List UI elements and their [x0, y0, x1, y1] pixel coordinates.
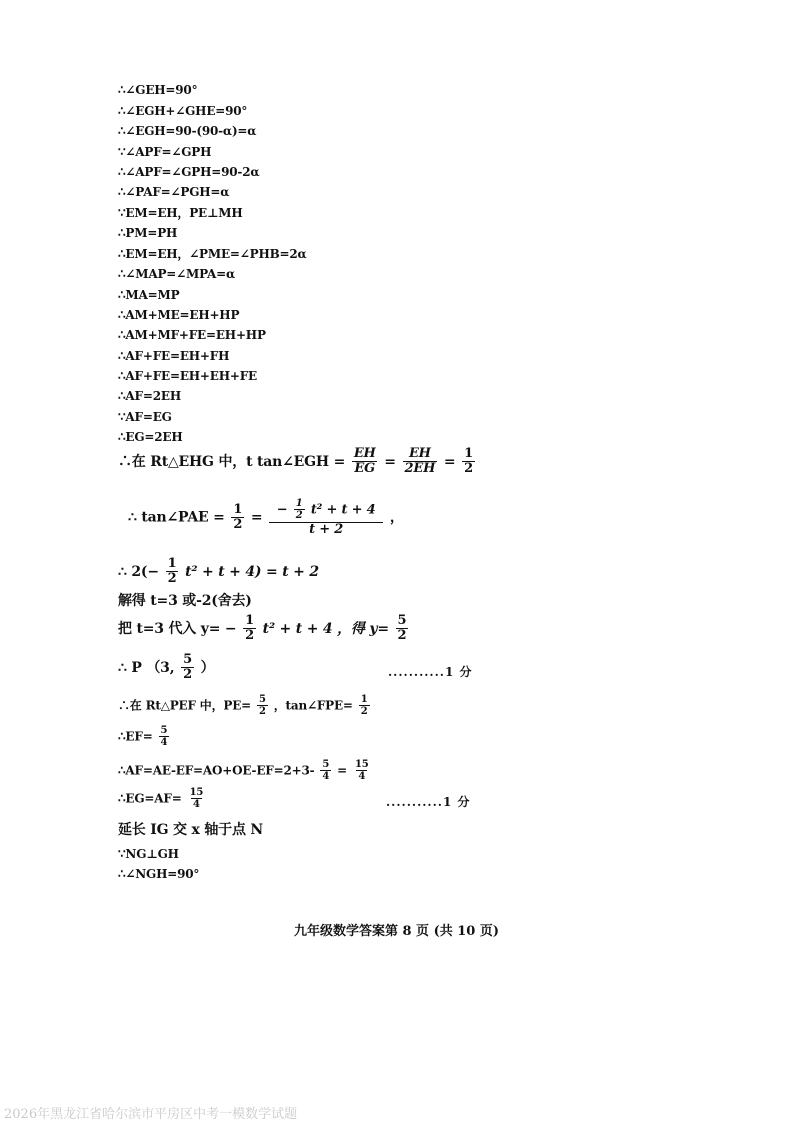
fraction: $\frac{15}{4}$	[189, 787, 204, 810]
ef-line: ∴EF= $\frac{5}{4}$	[118, 725, 168, 748]
proof-line: ∴AF=2EH	[118, 389, 181, 403]
point-p-line: ∴ P （3, $\frac{5}{2}$ ）	[118, 652, 215, 683]
proof-line: ∴∠NGH=90°	[118, 867, 200, 881]
proof-line: ∴PM=PH	[118, 226, 178, 240]
compound-fraction: − $\frac{1}{2}$ t² + t + 4 t + 2	[269, 498, 383, 537]
proof-line: ∴AF+FE=EH+FH	[118, 349, 230, 363]
fraction: $\frac{1}{2}$	[167, 556, 177, 587]
extend-line: 延长 IG 交 x 轴于点 N	[118, 822, 264, 838]
proof-line: ∴EG=2EH	[118, 430, 183, 444]
proof-line: ∴EM=EH，∠PME=∠PHB=2α	[118, 247, 307, 261]
proof-line: ∴MA=MP	[118, 288, 180, 302]
fraction: $\frac{1}{2}$	[233, 501, 243, 532]
fraction: $\frac{1}{2}$	[464, 446, 473, 477]
solve-line: 解得 t=3 或-2(舍去)	[118, 593, 252, 609]
proof-line: ∵NG⊥GH	[118, 847, 179, 861]
fraction: $\frac{1}{2}$	[295, 498, 303, 521]
substitute-line: 把 t=3 代入 y= − $\frac{1}{2}$ t² + t + 4 ，得 y= $\frac{5}{2}$	[118, 613, 407, 644]
pef-line: ∴在 Rt△PEF 中，PE= $\frac{5}{2}$ ，tan∠FPE= $\frac{1}{2}$	[118, 694, 368, 717]
proof-line: ∴AM+ME=EH+HP	[118, 308, 240, 322]
proof-line: ∵AF=EG	[118, 410, 172, 424]
fraction: $\frac{5}{4}$	[160, 725, 168, 748]
fraction: $\frac{5}{4}$	[322, 759, 330, 782]
fraction: $\frac{EH}{EG}$	[353, 446, 376, 477]
score-mark: ...........1 分	[386, 795, 471, 809]
af-line: ∴AF=AE-EF=AO+OE-EF=2+3- $\frac{5}{4}$ = $\frac{15}{4}$	[118, 759, 369, 782]
watermark: 2026年黑龙江省哈尔滨市平房区中考一模数学试题	[4, 1107, 298, 1122]
fraction: $\frac{EH}{2EH}$	[404, 446, 436, 477]
proof-line: ∴AF+FE=EH+EH+FE	[118, 369, 257, 383]
proof-line: ∴∠APF=∠GPH=90-2α	[118, 165, 260, 179]
fraction: $\frac{5}{2}$	[259, 694, 266, 717]
proof-line: ∴∠GEH=90°	[118, 83, 198, 97]
proof-line: ∴∠PAF=∠PGH=α	[118, 185, 230, 199]
tan-pae-line: ∴ tan∠PAE = $\frac{1}{2}$ = − $\frac{1}{2}$ t² + t + 4 t + 2 ，	[128, 498, 404, 537]
score-mark: ...........1 分	[388, 665, 473, 679]
fraction: $\frac{5}{2}$	[183, 652, 192, 683]
proof-line: ∴∠EGH+∠GHE=90°	[118, 104, 248, 118]
proof-line: ∵∠APF=∠GPH	[118, 145, 212, 159]
proof-line: ∴AM+MF+FE=EH+HP	[118, 328, 266, 342]
fraction: $\frac{15}{4}$	[354, 759, 369, 782]
page-footer: 九年级数学答案第 8 页 (共 10 页)	[293, 924, 500, 939]
tan-egh-line: ∴在 Rt△EHG 中，t tan∠EGH = $\frac{EH}{EG}$ = $\frac{EH}{2EH}$ = $\frac{1}{2}$	[118, 446, 473, 477]
proof-line: ∴∠MAP=∠MPA=α	[118, 267, 236, 281]
fraction: $\frac{1}{2}$	[360, 694, 368, 717]
equation-line: ∴ 2(− $\frac{1}{2}$ t² + t + 4) = t + 2	[118, 556, 319, 587]
fraction: $\frac{5}{2}$	[397, 613, 407, 644]
proof-line: ∵EM=EH，PE⊥MH	[118, 206, 243, 220]
eg-line: ∴EG=AF= $\frac{15}{4}$	[118, 787, 204, 810]
compound-numerator: − $\frac{1}{2}$ t² + t + 4	[276, 498, 376, 521]
fraction: $\frac{1}{2}$	[245, 613, 254, 644]
proof-line: ∴∠EGH=90-(90-α)=α	[118, 124, 257, 138]
